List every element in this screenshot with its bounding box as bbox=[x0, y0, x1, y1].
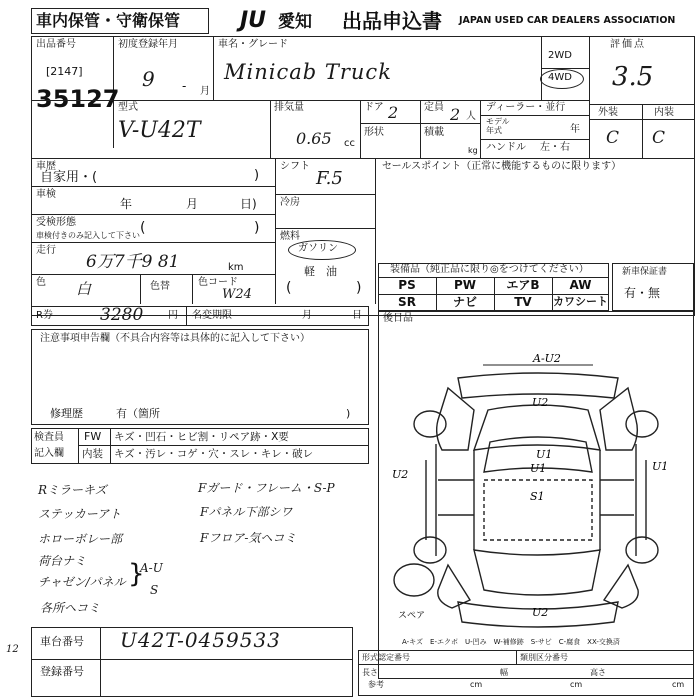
equip-leather: カワシート bbox=[553, 295, 608, 308]
jukei-note: 車検付きのみ記入して下さい bbox=[36, 231, 140, 240]
chassis-value: U42T-0459533 bbox=[120, 628, 281, 652]
name-change-month: 月 bbox=[302, 310, 312, 321]
capacity-value: 2 bbox=[450, 105, 461, 124]
handle-opts: 左・右 bbox=[540, 142, 570, 153]
fw-label: FW bbox=[84, 430, 102, 443]
note-right-2: Fパネル下部シワ bbox=[200, 505, 293, 519]
note-2: ステッカーアト bbox=[38, 507, 122, 521]
note-1: Rミラーキズ bbox=[38, 483, 107, 497]
unit-length: cm bbox=[470, 680, 483, 689]
drive-4wd: 4WD bbox=[548, 72, 572, 83]
capacity-label: 定員 bbox=[424, 102, 444, 113]
spare-label: スペア bbox=[398, 611, 426, 621]
drive-2wd: 2WD bbox=[548, 50, 572, 61]
form-title: 出品申込書 bbox=[342, 9, 442, 33]
length-label: 長さ bbox=[362, 668, 378, 677]
shaken-month: 月 bbox=[186, 197, 199, 211]
equip-navi: ナビ bbox=[452, 295, 477, 309]
handle-label: ハンドル bbox=[486, 142, 526, 153]
shift-label: シフト bbox=[280, 161, 310, 172]
fuel-diesel: 軽 油 bbox=[304, 265, 337, 278]
note-right-1: Fガード・フレーム・S-P bbox=[198, 481, 335, 495]
history-label: 車歴 bbox=[36, 161, 56, 172]
model-label: 型式 bbox=[118, 102, 138, 113]
displacement-unit: cc bbox=[344, 138, 355, 149]
equip-ps: PS bbox=[398, 278, 416, 292]
repair-value: 有（箇所 bbox=[116, 407, 160, 420]
lot-number-label: 出品番号 bbox=[36, 39, 76, 50]
color-code-label: 色コード bbox=[198, 277, 238, 288]
first-reg-month-value: 9 bbox=[142, 67, 155, 91]
diagram-mark-roof: U2 bbox=[532, 396, 549, 409]
color-label: 色 bbox=[36, 277, 46, 288]
note-5: チャゼン/パネル bbox=[38, 575, 126, 589]
color-value: 白 bbox=[76, 280, 92, 298]
history-value: 自家用・( bbox=[40, 170, 98, 185]
recycle-label: R券 bbox=[36, 310, 53, 321]
fuel-gas: ガソリン bbox=[298, 243, 338, 254]
selling-points-label: セールスポイント（正常に機能するものに限ります） bbox=[382, 161, 622, 172]
recycle-value: 3280 bbox=[100, 305, 144, 325]
chassis-label: 車台番号 bbox=[40, 635, 84, 648]
interior-insp-label: 内装 bbox=[82, 448, 103, 460]
warranty-opts: 有・無 bbox=[624, 286, 661, 300]
org-name: 愛知 bbox=[278, 12, 312, 32]
jukei-label: 受検形態 bbox=[36, 217, 76, 228]
car-damage-diagram bbox=[378, 340, 694, 640]
jukei-open: ( bbox=[140, 220, 146, 236]
load-unit: kg bbox=[468, 146, 478, 155]
shape-label: 形状 bbox=[364, 127, 384, 138]
load-label: 積載 bbox=[424, 127, 444, 138]
score-label: 評価点 bbox=[610, 39, 646, 50]
color-change-label: 色替 bbox=[150, 281, 170, 292]
first-reg-month-unit: 月 bbox=[200, 86, 210, 97]
note-7: S bbox=[150, 583, 159, 597]
recycle-unit: 円 bbox=[168, 310, 178, 321]
shape-cert-label: 形式認定番号 bbox=[362, 653, 410, 662]
mileage-label: 走行 bbox=[36, 245, 56, 256]
margin-mark: 12 bbox=[6, 644, 19, 655]
diagram-mark-center2: S1 bbox=[530, 490, 545, 503]
diagram-mark-right: U1 bbox=[652, 460, 669, 473]
repair-label: 修理歴 bbox=[50, 407, 83, 420]
note-3: ホローボレー部 bbox=[38, 532, 123, 546]
interior-label: 内装 bbox=[654, 107, 674, 118]
note-4: 荷台ナミ bbox=[38, 554, 87, 568]
score-value: 3.5 bbox=[612, 62, 654, 92]
aircon-label: 冷房 bbox=[280, 197, 300, 208]
damage-legend: A-キズ E-エクボ U-凹み W-補修跡 S-サビ C-腐食 XX-交換済 bbox=[402, 638, 620, 646]
interior-insp-items: キズ・汚レ・コゲ・穴・スレ・キレ・破レ bbox=[114, 448, 314, 460]
shaken-day: 日) bbox=[240, 197, 257, 211]
note-6: A-U bbox=[140, 561, 163, 575]
unit-width: cm bbox=[570, 680, 583, 689]
shaken-label: 車検 bbox=[36, 189, 56, 200]
storage-tag: 車内保管・守衛保管 bbox=[36, 11, 181, 30]
inspector-entry-label: 記入欄 bbox=[34, 448, 64, 459]
note-8: 各所ヘコミ bbox=[40, 601, 101, 615]
equip-airbag: エアB bbox=[506, 278, 540, 292]
car-name-value: Minicab Truck bbox=[224, 60, 392, 84]
class-label: 類別区分番号 bbox=[520, 653, 568, 662]
warranty-label: 新車保証書 bbox=[622, 267, 668, 277]
equipment-label: 装備品（純正品に限り◎をつけてください） bbox=[390, 264, 589, 275]
diagram-mark-center1: U1 bbox=[530, 462, 547, 475]
displacement-label: 排気量 bbox=[274, 102, 304, 113]
registration-label: 登録番号 bbox=[40, 665, 84, 678]
shift-value: F.5 bbox=[316, 168, 343, 189]
diagram-mark-bottom: U2 bbox=[532, 606, 549, 619]
diagram-mark-center3: U1 bbox=[536, 448, 553, 461]
doors-value: 2 bbox=[388, 103, 399, 122]
equip-tv: TV bbox=[514, 295, 532, 309]
first-reg-label: 初度登録年月 bbox=[118, 39, 178, 50]
history-close: ) bbox=[254, 168, 260, 183]
diagram-mark-left: U2 bbox=[392, 468, 409, 481]
notes-label: 注意事項申告欄（不具合内容等は具体的に記入して下さい） bbox=[40, 333, 310, 344]
repair-close: ) bbox=[346, 407, 351, 420]
width-label: 幅 bbox=[500, 668, 508, 677]
capacity-unit: 人 bbox=[466, 111, 476, 122]
fuel-label: 燃料 bbox=[280, 231, 300, 242]
height-label: 高さ bbox=[590, 668, 606, 677]
shaken-year: 年 bbox=[120, 197, 133, 211]
equip-aw: AW bbox=[569, 278, 592, 292]
interior-value: C bbox=[652, 128, 666, 148]
note-right-3: Fフロア-気ヘコミ bbox=[200, 531, 297, 545]
ju-logo: JU bbox=[240, 8, 267, 33]
dealer-label: ディーラー・並行 bbox=[486, 102, 566, 113]
fw-items: キズ・凹石・ヒビ割・リペア跡・X要 bbox=[114, 431, 289, 443]
model-value: V-U42T bbox=[118, 118, 201, 143]
exterior-label: 外装 bbox=[598, 107, 618, 118]
association-name: JAPAN USED CAR DEALERS ASSOCIATION bbox=[459, 15, 676, 26]
diagram-mark-top: A-U2 bbox=[533, 352, 561, 365]
mileage-unit: km bbox=[228, 262, 244, 273]
car-name-label: 車名・グレード bbox=[218, 39, 288, 50]
rear-input-label: 後日品 bbox=[383, 313, 413, 324]
model-year-label: モデル 年式 bbox=[486, 117, 510, 135]
displacement-value: 0.65 bbox=[296, 129, 332, 148]
equip-pw: PW bbox=[453, 278, 477, 292]
lot-number: 35127 bbox=[36, 85, 120, 113]
lot-sub-number: [2147] bbox=[46, 65, 83, 78]
exterior-value: C bbox=[606, 128, 620, 148]
name-change-label: 名変期限 bbox=[192, 310, 232, 321]
name-change-day: 日 bbox=[352, 310, 362, 321]
inspector-label: 検査員 bbox=[34, 432, 64, 443]
ref-label: 参考 bbox=[368, 680, 384, 689]
equip-sr: SR bbox=[398, 295, 416, 309]
year-unit: 年 bbox=[570, 124, 580, 135]
color-code-value: W24 bbox=[222, 287, 252, 302]
jukei-close: ) bbox=[254, 220, 260, 236]
unit-height: cm bbox=[672, 680, 685, 689]
mileage-value: 6万7千9 81 bbox=[86, 252, 180, 272]
doors-label: ドア bbox=[364, 102, 384, 113]
